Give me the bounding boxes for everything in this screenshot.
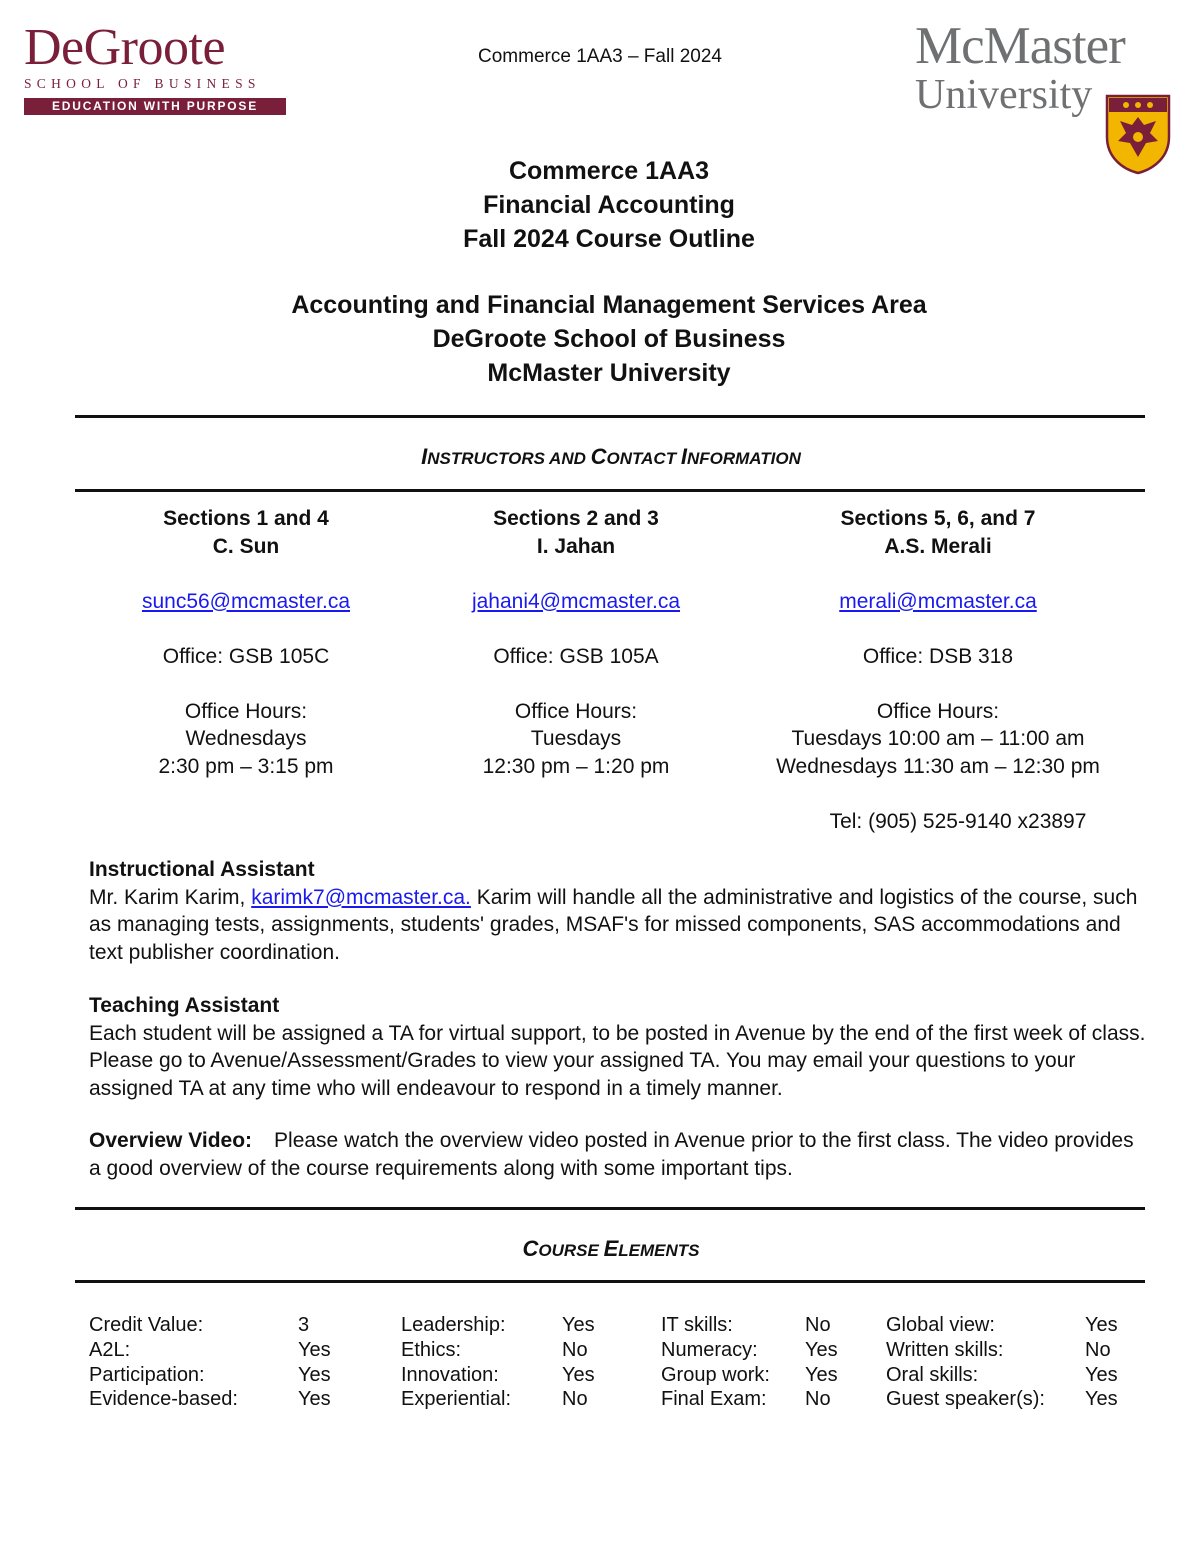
instructor-sections: Sections 2 and 3 bbox=[493, 507, 659, 530]
mcmaster-logo-name: McMaster bbox=[915, 17, 1125, 75]
instructor-hours-line: 2:30 pm – 3:15 pm bbox=[158, 754, 334, 778]
ia-heading: Instructional Assistant bbox=[89, 858, 315, 881]
course-element-value: Yes bbox=[562, 1364, 595, 1386]
instructional-assistant bbox=[89, 856, 1149, 966]
course-element-value: Yes bbox=[805, 1364, 838, 1386]
instructor-hours-line: Wednesdays 11:30 am – 12:30 pm bbox=[776, 754, 1100, 778]
instructor-hours-label: Office Hours: bbox=[876, 699, 1000, 723]
course-element-label: Participation: bbox=[89, 1364, 205, 1386]
course-element-value: Yes bbox=[298, 1364, 331, 1386]
course-element-value: No bbox=[1085, 1339, 1111, 1361]
dept-university: McMaster University bbox=[487, 359, 731, 387]
ia-body: Mr. Karim Karim, karimk7@mcmaster.ca. Karim will handle all the administrative and logistics of the course, such as managing tests, assignments, students' grades, MSAF's for missed components, SAS accommodations and text publisher coordination. bbox=[89, 885, 1138, 964]
course-element-value: Yes bbox=[1085, 1388, 1118, 1410]
course-element-label: Global view: bbox=[886, 1314, 995, 1336]
instructor-sections: Sections 5, 6, and 7 bbox=[840, 507, 1036, 530]
course-element-label: Credit Value: bbox=[89, 1314, 204, 1336]
course-element-value: No bbox=[562, 1388, 588, 1410]
instructor-hours-label: Office Hours: bbox=[514, 699, 638, 723]
instructor-email-link[interactable]: sunc56@mcmaster.ca bbox=[141, 589, 351, 613]
instructor-hours-line: Tuesdays 10:00 am – 11:00 am bbox=[791, 727, 1085, 750]
course-element-label: Written skills: bbox=[886, 1339, 1004, 1361]
course-element-value: Yes bbox=[298, 1339, 331, 1361]
dept-school: DeGroote School of Business bbox=[432, 325, 786, 353]
instructor-office: Office: DSB 318 bbox=[862, 644, 1014, 668]
course-title bbox=[0, 154, 1200, 256]
overview-video bbox=[89, 1127, 1149, 1182]
running-head: Commerce 1AA3 – Fall 2024 bbox=[478, 46, 722, 67]
mcmaster-logo-university: University bbox=[915, 72, 1093, 118]
course-element-label: Group work: bbox=[661, 1364, 770, 1386]
instructor-card bbox=[376, 505, 776, 780]
ia-email-link[interactable]: karimk7@mcmaster.ca. bbox=[251, 885, 471, 909]
divider bbox=[75, 1207, 1145, 1210]
course-element-label: IT skills: bbox=[661, 1314, 733, 1336]
instructor-phone: Tel: (905) 525-9140 x23897 bbox=[829, 809, 1087, 833]
degroote-logo-tagline: EDUCATION WITH PURPOSE bbox=[24, 98, 286, 115]
course-dept bbox=[0, 288, 1200, 390]
overview-heading: Overview Video: bbox=[89, 1129, 253, 1152]
course-element-value: Yes bbox=[1085, 1314, 1118, 1336]
degroote-logo-school: SCHOOL OF BUSINESS bbox=[24, 76, 261, 91]
mcmaster-logo bbox=[915, 17, 1180, 165]
course-element-value: No bbox=[805, 1314, 831, 1336]
course-name: Financial Accounting bbox=[483, 191, 735, 219]
course-element-label: Evidence-based: bbox=[89, 1388, 238, 1410]
course-element-label: Oral skills: bbox=[886, 1364, 979, 1386]
instructor-email-link[interactable]: merali@mcmaster.ca bbox=[839, 589, 1037, 613]
degroote-logo bbox=[24, 19, 289, 115]
ta-heading: Teaching Assistant bbox=[89, 994, 280, 1017]
teaching-assistant bbox=[89, 992, 1149, 1102]
course-element-label: Final Exam: bbox=[661, 1388, 767, 1410]
course-element-label: Ethics: bbox=[401, 1339, 462, 1361]
instructor-hours-line: 12:30 pm – 1:20 pm bbox=[482, 754, 670, 778]
instructor-hours-label: Office Hours: bbox=[184, 699, 308, 723]
dept-area: Accounting and Financial Management Services Area bbox=[291, 291, 927, 319]
ta-body: Each student will be assigned a TA for virtual support, to be posted in Avenue by the end of the first week of class. Please go to Avenue/Assessment/Grades to view your assigned TA. You may email your questions to your assigned TA at any time who will endeavour to respond in a timely manner. bbox=[89, 1021, 1146, 1100]
degroote-logo-name: DeGroote bbox=[24, 19, 226, 76]
course-code: Commerce 1AA3 bbox=[508, 157, 710, 185]
instructors-heading: INSTRUCTORS AND CONTACT INFORMATION bbox=[421, 444, 801, 469]
course-element-value: No bbox=[562, 1339, 588, 1361]
course-term: Fall 2024 Course Outline bbox=[463, 225, 755, 253]
divider bbox=[75, 1280, 1145, 1283]
instructor-name: A.S. Merali bbox=[884, 534, 992, 558]
course-element-label: Experiential: bbox=[401, 1388, 512, 1410]
instructor-email-link[interactable]: jahani4@mcmaster.ca bbox=[471, 589, 681, 613]
course-element-label: A2L: bbox=[89, 1339, 131, 1361]
course-element-value: Yes bbox=[805, 1339, 838, 1361]
course-element-value: Yes bbox=[562, 1314, 595, 1336]
instructor-card bbox=[738, 505, 1138, 835]
course-element-value: No bbox=[805, 1388, 831, 1410]
course-element-label: Leadership: bbox=[401, 1314, 506, 1336]
course-element-label: Guest speaker(s): bbox=[886, 1388, 1045, 1410]
instructor-hours-line: Wednesdays bbox=[185, 727, 307, 750]
instructor-office: Office: GSB 105C bbox=[162, 644, 330, 668]
course-element-label: Innovation: bbox=[401, 1364, 499, 1386]
course-element-value: Yes bbox=[1085, 1364, 1118, 1386]
instructor-name: C. Sun bbox=[212, 534, 280, 558]
overview-body: Please watch the overview video posted in Avenue prior to the first class. The video provides a good overview of the course requirements along with some important tips. bbox=[89, 1129, 1134, 1180]
divider bbox=[75, 489, 1145, 492]
course-element-value: Yes bbox=[298, 1388, 331, 1410]
course-element-label: Numeracy: bbox=[661, 1339, 758, 1361]
instructor-office: Office: GSB 105A bbox=[493, 644, 659, 668]
course-element-value: 3 bbox=[298, 1314, 310, 1336]
instructor-sections: Sections 1 and 4 bbox=[163, 507, 329, 530]
instructor-name: I. Jahan bbox=[536, 534, 616, 558]
instructor-hours-line: Tuesdays bbox=[530, 727, 622, 750]
divider bbox=[75, 415, 1145, 418]
course-elements-heading: COURSE ELEMENTS bbox=[522, 1236, 700, 1261]
